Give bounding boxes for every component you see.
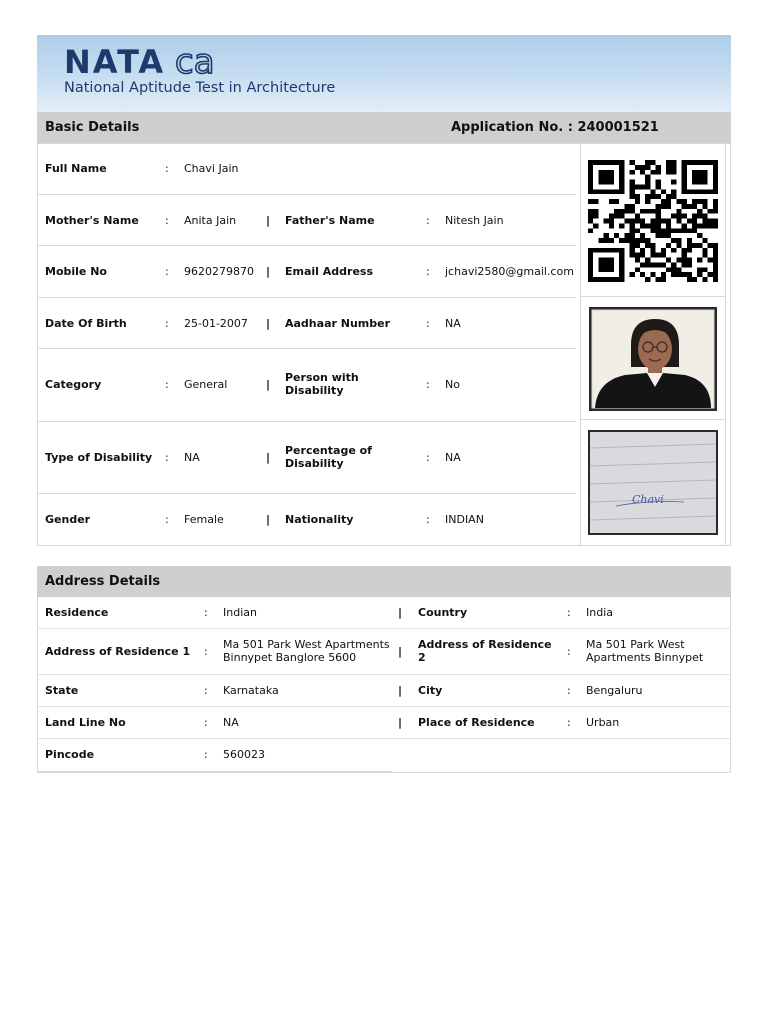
nationality-label: Nationality <box>285 513 354 526</box>
separator: | <box>266 265 271 278</box>
separator: | <box>266 214 271 227</box>
colon: : <box>204 684 208 697</box>
separator: | <box>266 378 271 391</box>
separator: | <box>398 606 403 619</box>
father-name-value: Nitesh Jain <box>445 214 504 227</box>
application-number: Application No. : 240001521 <box>451 120 659 135</box>
full-name-value: Chavi Jain <box>184 162 239 175</box>
disability-pct-value: NA <box>445 451 461 464</box>
place-of-residence-label: Place of Residence <box>418 716 535 729</box>
colon: : <box>426 451 430 464</box>
residence-label: Residence <box>45 606 109 619</box>
colon: : <box>204 606 208 619</box>
address-2-label: Address of Residence 2 <box>418 638 552 664</box>
row-pincode <box>37 739 392 772</box>
aadhaar-value: NA <box>445 317 461 330</box>
row-address <box>37 629 731 675</box>
city-label: City <box>418 684 443 697</box>
colon: : <box>204 748 208 761</box>
logo-text: NATA <box>64 43 166 81</box>
category-value: General <box>184 378 228 391</box>
separator: | <box>266 513 271 526</box>
residence-value: Indian <box>223 606 257 619</box>
nationality-value: INDIAN <box>445 513 484 526</box>
colon: : <box>567 684 571 697</box>
media-column <box>580 143 726 546</box>
separator: | <box>266 451 271 464</box>
basic-details-bar <box>37 112 731 143</box>
row-contact <box>37 246 576 298</box>
header-subtitle: National Aptitude Test in Architecture <box>64 80 336 96</box>
gender-value: Female <box>184 513 224 526</box>
gender-label: Gender <box>45 513 91 526</box>
colon: : <box>165 451 169 464</box>
state-label: State <box>45 684 79 697</box>
row-gender <box>37 494 576 546</box>
candidate-signature <box>588 430 718 535</box>
mobile-label: Mobile No <box>45 265 107 278</box>
colon: : <box>567 645 571 658</box>
dob-label: Date Of Birth <box>45 317 127 330</box>
mobile-value: 9620279870 <box>184 265 254 278</box>
colon: : <box>426 317 430 330</box>
address-2-value: Ma 501 Park West Apartments Binnypet <box>586 638 704 664</box>
separator: | <box>266 317 271 330</box>
colon: : <box>165 265 169 278</box>
colon: : <box>426 378 430 391</box>
pincode-value: 560023 <box>223 748 265 761</box>
aadhaar-label: Aadhaar Number <box>285 317 390 330</box>
colon: : <box>426 513 430 526</box>
colon: : <box>204 716 208 729</box>
landline-label: Land Line No <box>45 716 126 729</box>
address-1-value: Ma 501 Park West Apartments Binnypet Banglore 5600 <box>223 638 390 664</box>
country-label: Country <box>418 606 468 619</box>
disability-type-value: NA <box>184 451 200 464</box>
candidate-photo <box>589 307 717 411</box>
landline-value: NA <box>223 716 239 729</box>
qr-code <box>588 160 718 282</box>
disability-type-label: Type of Disability <box>45 451 153 464</box>
qr-cell <box>581 143 725 297</box>
colon: : <box>567 606 571 619</box>
place-of-residence-value: Urban <box>586 716 620 729</box>
father-name-label: Father's Name <box>285 214 375 227</box>
row-dob <box>37 298 576 349</box>
separator: | <box>398 645 403 658</box>
photo-cell <box>581 297 725 420</box>
colon: : <box>426 214 430 227</box>
email-value: jchavi2580@gmail.com <box>445 265 574 278</box>
basic-details-title: Basic Details <box>45 120 140 135</box>
signature-cell <box>581 420 725 544</box>
row-disability <box>37 422 576 494</box>
mother-name-label: Mother's Name <box>45 214 139 227</box>
separator: | <box>398 716 403 729</box>
row-state <box>37 675 731 707</box>
mother-name-value: Anita Jain <box>184 214 237 227</box>
row-category <box>37 349 576 422</box>
colon: : <box>567 716 571 729</box>
row-full-name <box>37 143 576 195</box>
full-name-label: Full Name <box>45 162 107 175</box>
colon: : <box>165 214 169 227</box>
address-details-bar <box>37 566 731 597</box>
row-residence <box>37 597 731 629</box>
address-details-title: Address Details <box>45 574 161 589</box>
logo-ca-mark <box>173 45 233 79</box>
row-parents <box>37 195 576 246</box>
dob-value: 25-01-2007 <box>184 317 248 330</box>
colon: : <box>204 645 208 658</box>
category-label: Category <box>45 378 102 391</box>
address-1-label: Address of Residence 1 <box>45 645 191 658</box>
colon: : <box>165 378 169 391</box>
disability-pct-label: Percentage of Disability <box>285 444 372 470</box>
pincode-label: Pincode <box>45 748 95 761</box>
email-label: Email Address <box>285 265 374 278</box>
city-value: Bengaluru <box>586 684 643 697</box>
colon: : <box>165 162 169 175</box>
logo-suffix: ca <box>175 45 215 79</box>
colon: : <box>165 317 169 330</box>
pwd-value: No <box>445 378 460 391</box>
signature-scribble: Chavi <box>632 493 664 506</box>
state-value: Karnataka <box>223 684 279 697</box>
country-value: India <box>586 606 613 619</box>
separator: | <box>398 684 403 697</box>
colon: : <box>165 513 169 526</box>
pwd-label: Person with Disability <box>285 371 359 397</box>
colon: : <box>426 265 430 278</box>
row-landline <box>37 707 731 739</box>
header-banner <box>37 35 731 112</box>
